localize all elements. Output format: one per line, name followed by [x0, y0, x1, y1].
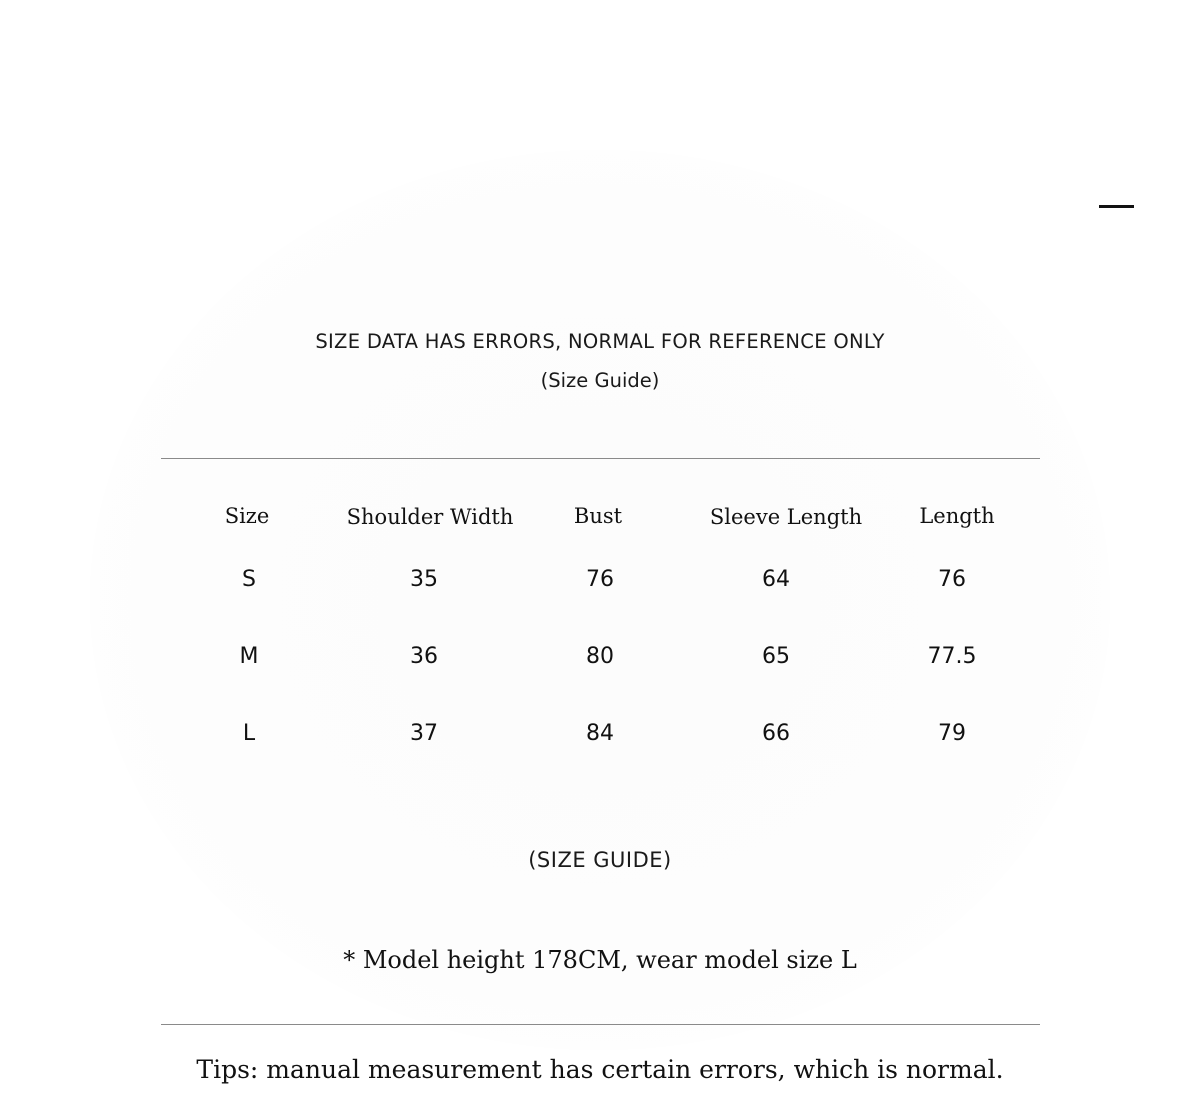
header-length: Length: [919, 504, 995, 528]
header-sleeve-length: Sleeve Length: [709, 505, 863, 529]
table-cell-length: 76: [938, 567, 966, 592]
header-shoulder-width: Shoulder Width: [346, 505, 514, 529]
table-cell-length: 79: [938, 721, 966, 746]
background-vignette: [90, 150, 1110, 1050]
table-cell-bust: 76: [586, 567, 614, 592]
table-cell-size: S: [242, 567, 256, 592]
table-cell-size: M: [239, 644, 259, 669]
reference-notice: SIZE DATA HAS ERRORS, NORMAL FOR REFERENCE ONLY: [315, 330, 885, 353]
top-divider: [161, 458, 1040, 459]
table-cell-shoulder: 36: [410, 644, 438, 669]
header-size: Size: [224, 504, 270, 528]
corner-dash-mark: [1099, 205, 1134, 208]
table-cell-length: 77.5: [927, 644, 977, 669]
model-height-note: * Model height 178CM, wear model size L: [343, 946, 857, 974]
table-cell-shoulder: 37: [410, 721, 438, 746]
table-cell-sleeve: 65: [762, 644, 790, 669]
bottom-divider: [161, 1024, 1040, 1025]
table-cell-sleeve: 64: [762, 567, 790, 592]
size-guide-subtitle: (Size Guide): [540, 369, 660, 392]
header-bust: Bust: [573, 504, 623, 528]
size-guide-caption: (SIZE GUIDE): [528, 848, 672, 872]
table-cell-bust: 80: [586, 644, 614, 669]
table-cell-sleeve: 66: [762, 721, 790, 746]
measurement-tips: Tips: manual measurement has certain errors, which is normal.: [196, 1055, 1004, 1084]
table-cell-size: L: [242, 721, 256, 746]
table-cell-bust: 84: [586, 721, 614, 746]
table-cell-shoulder: 35: [410, 567, 438, 592]
